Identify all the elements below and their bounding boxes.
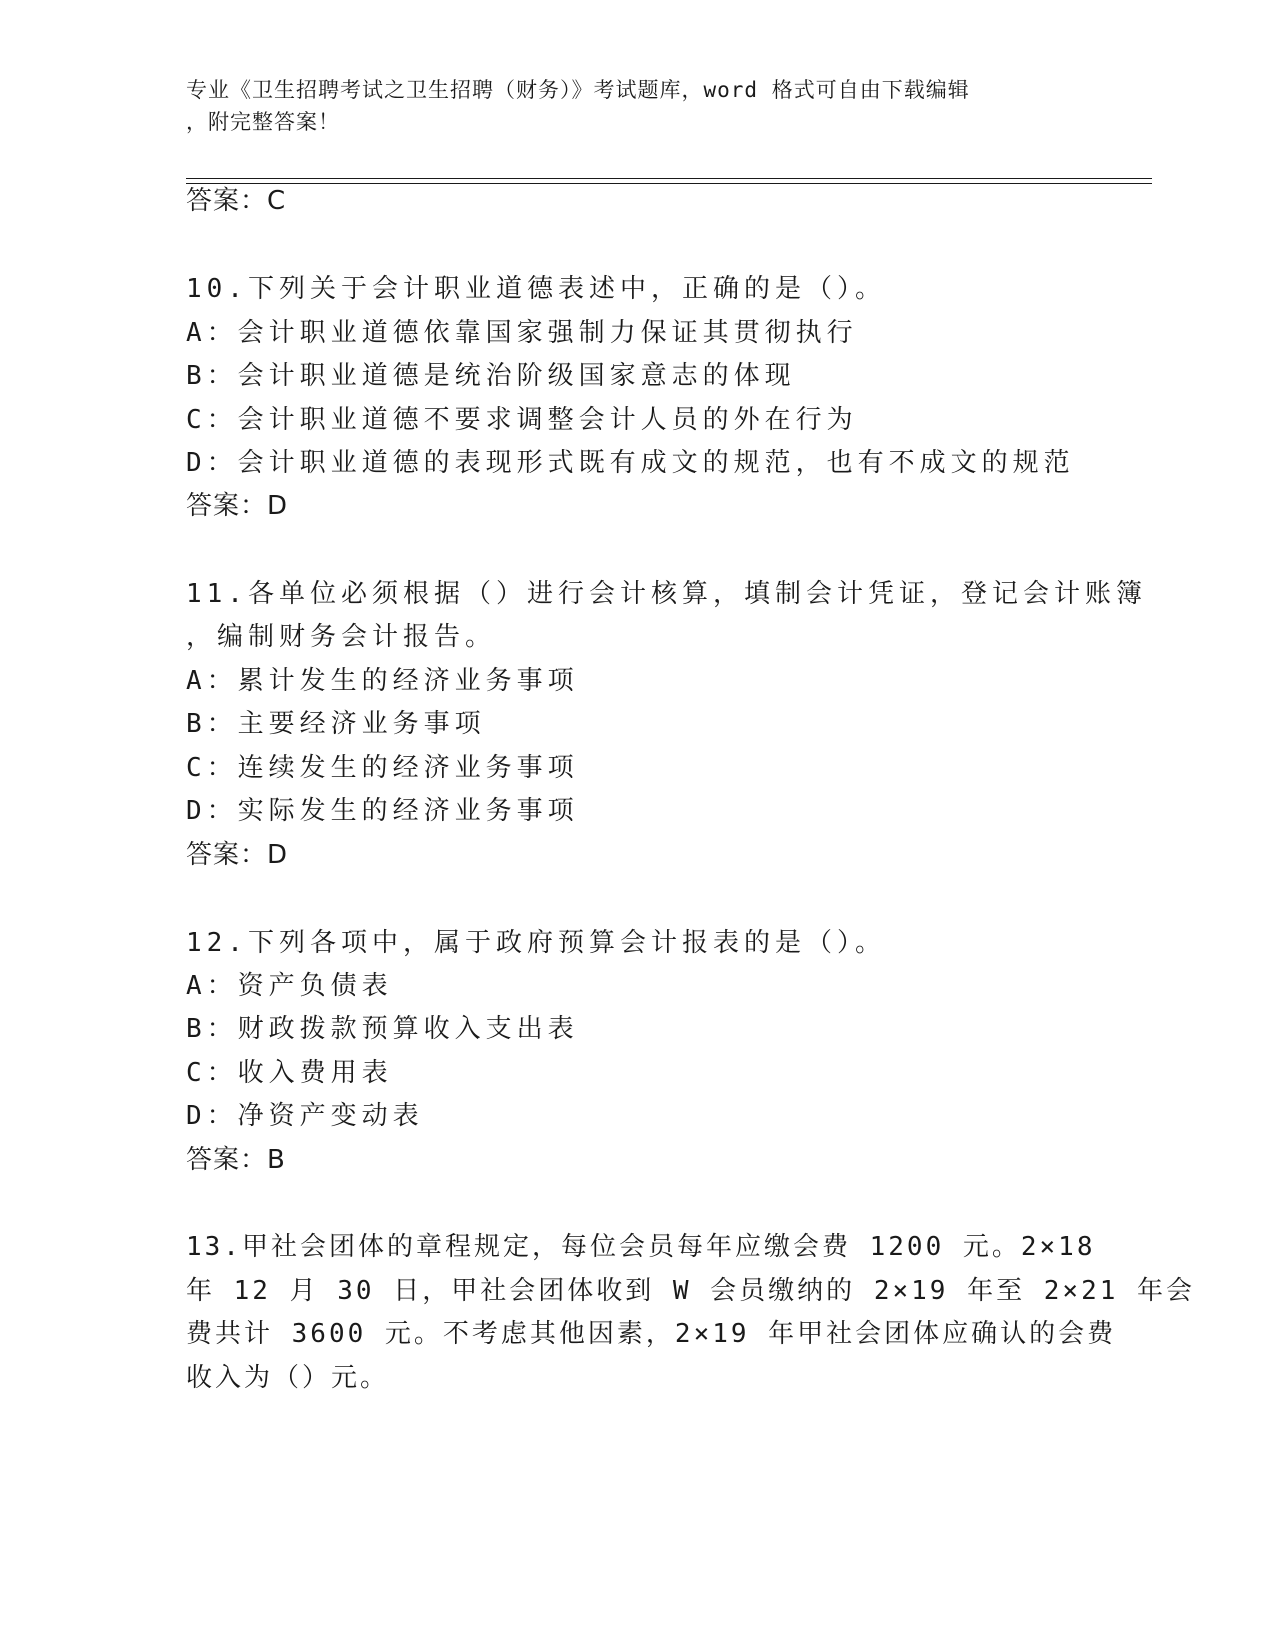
question-12-option-b: B：财政拨款预算收入支出表 bbox=[186, 1014, 579, 1044]
question-10-option-b: B：会计职业道德是统治阶级国家意志的体现 bbox=[186, 361, 796, 391]
question-12-option-d: D：净资产变动表 bbox=[186, 1101, 424, 1131]
question-10-option-d: D：会计职业道德的表现形式既有成文的规范，也有不成文的规范 bbox=[186, 448, 1075, 478]
question-11-option-c: C：连续发生的经济业务事项 bbox=[186, 753, 579, 783]
question-11-text-cont: ，编制财务会计报告。 bbox=[186, 622, 497, 652]
question-12-option-c: C：收入费用表 bbox=[186, 1058, 393, 1088]
question-11-option-b: B：主要经济业务事项 bbox=[186, 709, 486, 739]
question-10-text: 10.下列关于会计职业道德表述中，正确的是（）。 bbox=[186, 274, 886, 304]
question-13-text-cont-3: 收入为（）元。 bbox=[186, 1363, 390, 1393]
document-header: 专业《卫生招聘考试之卫生招聘（财务）》考试题库，word 格式可自由下载编辑 ，附完整答案！ bbox=[186, 78, 970, 134]
question-13-text-cont-2: 费共计 3600 元。不考虑其他因素，2×19 年甲社会团体应确认的会费 bbox=[186, 1319, 1117, 1349]
question-11-text: 11.各单位必须根据（）进行会计核算，填制会计凭证，登记会计账簿 bbox=[186, 579, 1147, 609]
answer-q11: 答案：D bbox=[186, 840, 289, 870]
question-13-text-cont-1: 年 12 月 30 日，甲社会团体收到 W 会员缴纳的 2×19 年至 2×21 年会 bbox=[186, 1276, 1196, 1306]
header-divider-bottom bbox=[186, 183, 1152, 184]
question-13-text: 13.甲社会团体的章程规定，每位会员每年应缴会费 1200 元。2×18 bbox=[186, 1232, 1096, 1262]
question-10-option-a: A：会计职业道德依靠国家强制力保证其贯彻执行 bbox=[186, 318, 858, 348]
question-12-option-a: A：资产负债表 bbox=[186, 971, 393, 1001]
question-12-text: 12.下列各项中，属于政府预算会计报表的是（）。 bbox=[186, 928, 886, 958]
question-10-option-c: C：会计职业道德不要求调整会计人员的外在行为 bbox=[186, 405, 858, 435]
answer-q12: 答案：B bbox=[186, 1145, 286, 1175]
answer-q10: 答案：D bbox=[186, 491, 289, 521]
question-11-option-d: D：实际发生的经济业务事项 bbox=[186, 796, 579, 826]
question-11-option-a: A：累计发生的经济业务事项 bbox=[186, 666, 579, 696]
answer-q9: 答案：C bbox=[186, 186, 287, 216]
header-divider-top bbox=[186, 178, 1152, 179]
